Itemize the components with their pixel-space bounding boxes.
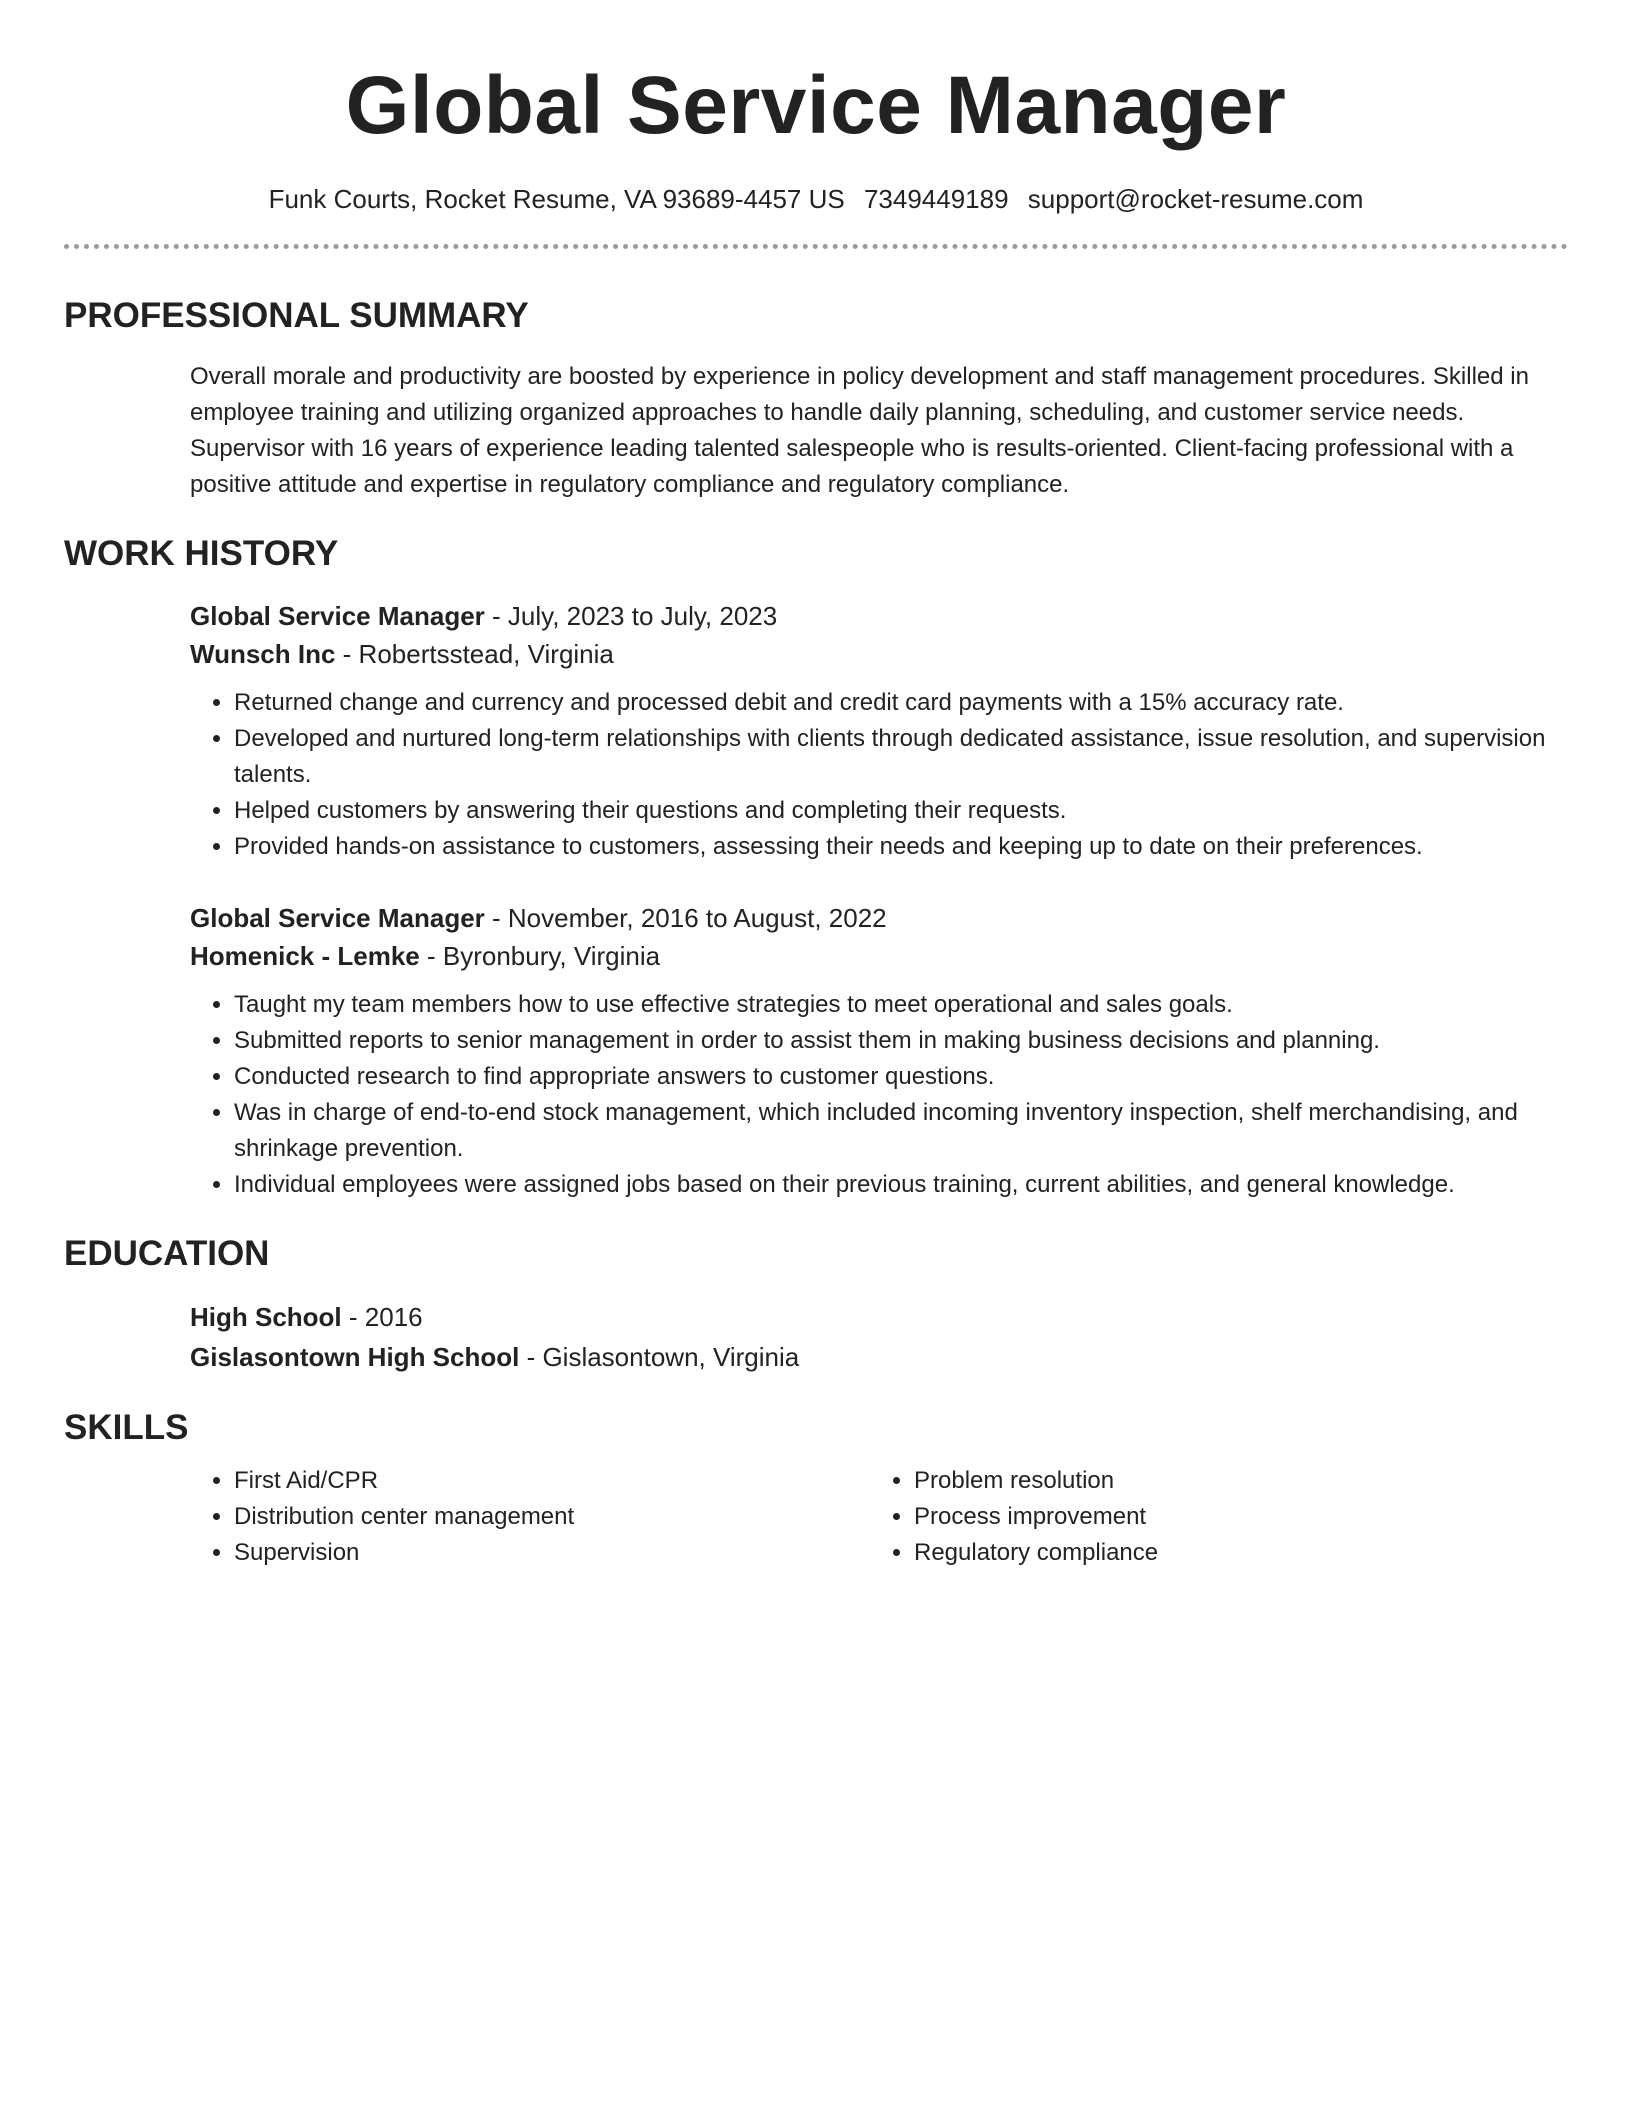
- skills-heading: SKILLS: [64, 1408, 189, 1447]
- skill-item: • Problem resolution: [914, 1463, 1470, 1499]
- job-bullet: • Submitted reports to senior management in order to assist them in making business decisions and planning.: [234, 1023, 1568, 1059]
- skills-list-right: [870, 1463, 1470, 1571]
- skill-item: • Distribution center management: [234, 1499, 870, 1535]
- job-title-line: [190, 597, 1568, 635]
- job-bullet: • Helped customers by answering their questions and completing their requests.: [234, 793, 1568, 829]
- contact-address: Funk Courts, Rocket Resume, VA 93689-4457 US: [268, 184, 845, 214]
- education-degree-line: [190, 1297, 1568, 1337]
- job-dates: - November, 2016 to August, 2022: [484, 903, 887, 933]
- education-degree: High School: [190, 1302, 342, 1332]
- job-entry: [190, 597, 1568, 865]
- skills-list-left: [190, 1463, 870, 1571]
- job-bullet: • Conducted research to find appropriate answers to customer questions.: [234, 1059, 1568, 1095]
- skill-item: • Process improvement: [914, 1499, 1470, 1535]
- education-school: Gislasontown High School: [190, 1342, 520, 1372]
- skills-section: [190, 1463, 1568, 1571]
- job-entry: [190, 899, 1568, 1203]
- education-section: [190, 1297, 1568, 1377]
- job-company: Homenick - Lemke: [190, 941, 420, 971]
- job-company-line: [190, 635, 1568, 673]
- job-bullet: • Was in charge of end-to-end stock management, which included incoming inventory inspection, shelf merchandising, and shrinkage prevention.: [234, 1095, 1568, 1167]
- work-history-heading: WORK HISTORY: [64, 534, 339, 573]
- contact-phone: 7349449189: [863, 184, 1009, 214]
- contact-line: [64, 182, 1568, 216]
- job-bullet: • Developed and nurtured long-term relationships with clients through dedicated assistance, issue resolution, and supervision talents.: [234, 721, 1568, 793]
- job-title-line: [190, 899, 1568, 937]
- skill-item: • Supervision: [234, 1535, 870, 1571]
- education-location: - Gislasontown, Virginia: [519, 1342, 800, 1372]
- summary-section: [190, 359, 1568, 503]
- job-bullet: • Taught my team members how to use effective strategies to meet operational and sales goals.: [234, 987, 1568, 1023]
- job-bullet: • Provided hands-on assistance to customers, assessing their needs and keeping up to date on their preferences.: [234, 829, 1568, 865]
- job-dates: - July, 2023 to July, 2023: [484, 601, 778, 631]
- skill-item: • Regulatory compliance: [914, 1535, 1470, 1571]
- job-bullet: • Individual employees were assigned jobs based on their previous training, current abilities, and general knowledge.: [234, 1167, 1568, 1203]
- job-location: - Byronbury, Virginia: [419, 941, 661, 971]
- job-company-line: [190, 937, 1568, 975]
- contact-email: support@rocket-resume.com: [1027, 184, 1364, 214]
- job-company: Wunsch Inc: [190, 639, 336, 669]
- education-heading: EDUCATION: [64, 1234, 270, 1273]
- education-year: - 2016: [341, 1302, 423, 1332]
- job-position: Global Service Manager: [190, 903, 485, 933]
- job-bullets: [190, 685, 1568, 865]
- job-bullets: [190, 987, 1568, 1203]
- skills-grid: [190, 1463, 1568, 1571]
- header-divider: [64, 244, 1568, 249]
- summary-text: Overall morale and productivity are boosted by experience in policy development and staff management procedures. Skilled in employee training and utilizing organized approaches to handle daily planning, scheduling, and customer service needs. Supervisor with 16 years of experience leading talented salespeople who is results-oriented. Client-facing professional with a positive attitude and expertise in regulatory compliance and regulatory compliance.: [190, 363, 1529, 498]
- education-school-line: [190, 1337, 1568, 1377]
- work-history-section: [190, 597, 1568, 1203]
- job-position: Global Service Manager: [190, 601, 485, 631]
- job-bullet: • Returned change and currency and processed debit and credit card payments with a 15% accuracy rate.: [234, 685, 1568, 721]
- resume-name: Global Service Manager: [345, 60, 1287, 151]
- summary-heading: PROFESSIONAL SUMMARY: [64, 296, 529, 335]
- skill-item: • First Aid/CPR: [234, 1463, 870, 1499]
- job-location: - Robertsstead, Virginia: [335, 639, 614, 669]
